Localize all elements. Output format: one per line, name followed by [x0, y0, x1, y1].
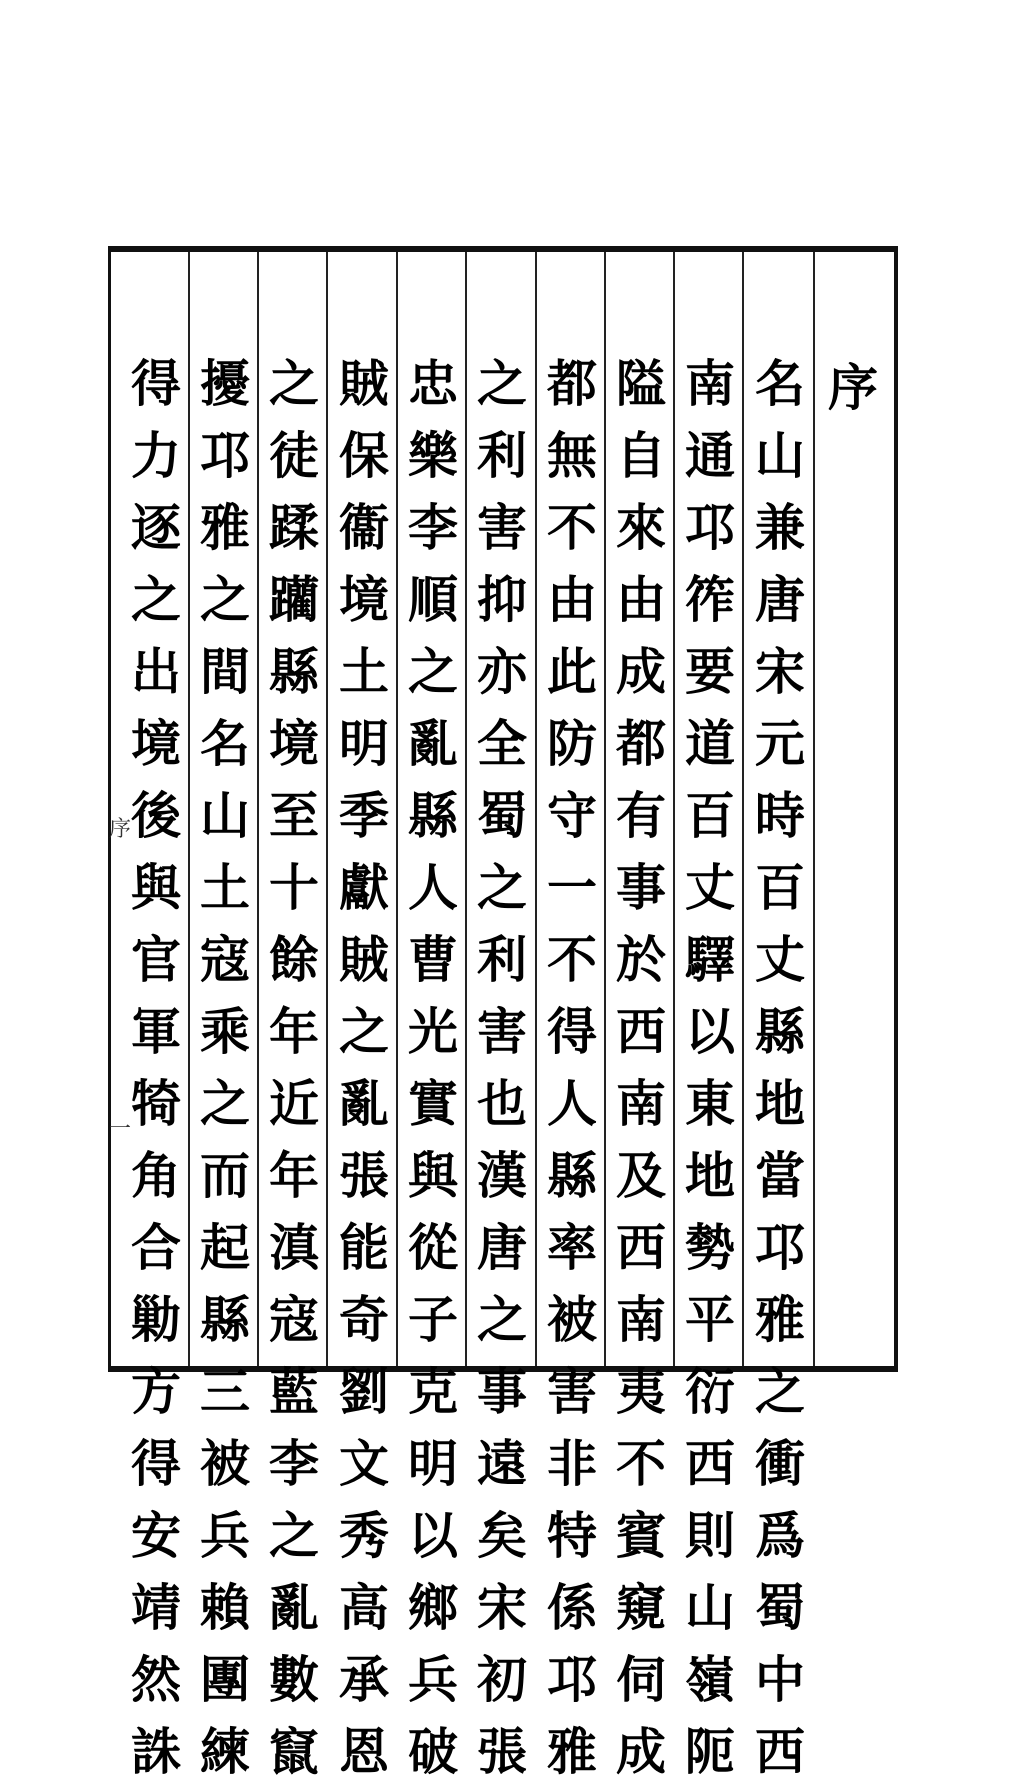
text-char: 力: [131, 426, 181, 485]
text-char: 得: [131, 354, 181, 413]
text-char: 雅: [200, 498, 250, 557]
text-char: 保: [339, 426, 389, 485]
text-char: 特: [547, 1506, 597, 1565]
text-char: 邛: [755, 1218, 805, 1277]
text-char: 順: [408, 570, 458, 629]
text-char: 近: [269, 1074, 319, 1133]
text-char: 賴: [200, 1578, 250, 1637]
text-char: 之: [269, 354, 319, 413]
text-char: 蜀: [755, 1578, 805, 1637]
text-char: 忠: [408, 354, 458, 413]
text-char: 害: [547, 1362, 597, 1421]
text-char: 蹂: [269, 498, 319, 557]
text-char: 通: [685, 426, 735, 485]
text-char: 之: [408, 642, 458, 701]
text-char: 出: [131, 642, 181, 701]
text-char: 雅: [547, 1722, 597, 1781]
text-char: 及: [616, 1146, 666, 1205]
text-char: 利: [477, 426, 527, 485]
text-char: 鄉: [408, 1578, 458, 1637]
text-char: 南: [685, 354, 735, 413]
text-char: 則: [685, 1506, 735, 1565]
text-char: 樂: [408, 426, 458, 485]
text-char: 實: [408, 1074, 458, 1133]
text-char: 十: [269, 858, 319, 917]
text-char: 亂: [269, 1578, 319, 1637]
text-char: 山: [685, 1578, 735, 1637]
text-char: 衍: [685, 1362, 735, 1421]
column-rule: [813, 252, 815, 1366]
text-char: 縣: [269, 642, 319, 701]
text-char: 山: [755, 426, 805, 485]
text-char: 宋: [755, 642, 805, 701]
text-char: 被: [547, 1290, 597, 1349]
text-char: 之: [131, 570, 181, 629]
text-char: 境: [269, 714, 319, 773]
text-char: 無: [547, 426, 597, 485]
text-char: 練: [200, 1722, 250, 1781]
text-char: 張: [339, 1146, 389, 1205]
text-char: 亂: [408, 714, 458, 773]
text-char: 害: [477, 1002, 527, 1061]
text-char: 南: [616, 1290, 666, 1349]
text-char: 遠: [477, 1434, 527, 1493]
column-rule: [188, 252, 190, 1366]
text-char: 兵: [408, 1650, 458, 1709]
text-char: 而: [200, 1146, 250, 1205]
text-column: [335, 348, 393, 1788]
text-char: 軍: [131, 1002, 181, 1061]
text-char: 中: [755, 1650, 805, 1709]
text-char: 獻: [339, 858, 389, 917]
text-char: 團: [200, 1650, 250, 1709]
text-char: 有: [616, 786, 666, 845]
text-char: 徒: [269, 426, 319, 485]
column-rule: [396, 252, 398, 1366]
text-char: 宋: [477, 1578, 527, 1637]
text-char: 張: [477, 1722, 527, 1781]
text-char: 驛: [685, 930, 735, 989]
text-char: 子: [408, 1290, 458, 1349]
text-char: 之: [200, 1074, 250, 1133]
text-char: 南: [616, 1074, 666, 1133]
text-char: 不: [547, 930, 597, 989]
text-char: 亦: [477, 642, 527, 701]
text-char: 賊: [339, 354, 389, 413]
text-char: 西: [685, 1434, 735, 1493]
text-char: 曹: [408, 930, 458, 989]
text-char: 率: [547, 1218, 597, 1277]
text-char: 李: [408, 498, 458, 557]
text-char: 要: [685, 642, 735, 701]
page-frame: [108, 246, 898, 1781]
column-rule: [465, 252, 467, 1366]
text-char: 方: [131, 1362, 181, 1421]
text-char: 時: [755, 786, 805, 845]
gutter-mark-page: 一: [109, 1117, 132, 1142]
text-char: 名: [755, 354, 805, 413]
text-char: 人: [547, 1074, 597, 1133]
text-char: 乘: [200, 1002, 250, 1061]
text-char: 西: [616, 1218, 666, 1277]
text-char: 人: [408, 858, 458, 917]
column-rule: [257, 252, 259, 1366]
text-char: 三: [200, 1362, 250, 1421]
text-column: [196, 348, 254, 1788]
text-char: 西: [616, 1002, 666, 1061]
text-column: [127, 348, 185, 1788]
text-char: 藍: [269, 1362, 319, 1421]
column-rule: [535, 252, 537, 1366]
text-char: 之: [477, 354, 527, 413]
text-char: 賓: [616, 1506, 666, 1565]
text-column: [543, 348, 601, 1788]
text-char: 嶺: [685, 1650, 735, 1709]
text-char: 犄: [131, 1074, 181, 1133]
text-char: 道: [685, 714, 735, 773]
text-char: 元: [755, 714, 805, 773]
text-char: 兵: [200, 1506, 250, 1565]
text-char: 矣: [477, 1506, 527, 1565]
text-char: 抑: [477, 570, 527, 629]
text-char: 得: [547, 1002, 597, 1061]
text-char: 初: [477, 1650, 527, 1709]
text-char: 當: [755, 1146, 805, 1205]
text-char: 邛: [200, 426, 250, 485]
text-char: 不: [547, 498, 597, 557]
text-char: 不: [616, 1434, 666, 1493]
text-char: 明: [339, 714, 389, 773]
text-char: 阨: [685, 1722, 735, 1781]
text-char: 能: [339, 1218, 389, 1277]
text-char: 縣: [755, 1002, 805, 1061]
column-rule: [673, 252, 675, 1366]
text-char: 西: [755, 1722, 805, 1781]
text-char: 奇: [339, 1290, 389, 1349]
text-char: 由: [616, 570, 666, 629]
text-char: 起: [200, 1218, 250, 1277]
text-char: 躪: [269, 570, 319, 629]
text-char: 之: [477, 858, 527, 917]
text-char: 明: [408, 1434, 458, 1493]
text-char: 合: [131, 1218, 181, 1277]
text-char: 非: [547, 1434, 597, 1493]
text-char: 從: [408, 1218, 458, 1277]
text-char: 由: [547, 570, 597, 629]
text-char: 與: [131, 858, 181, 917]
text-char: 克: [408, 1362, 458, 1421]
text-char: 漢: [477, 1146, 527, 1205]
text-char: 防: [547, 714, 597, 773]
text-char: 隘: [616, 354, 666, 413]
text-char: 文: [339, 1434, 389, 1493]
text-char: 衞: [339, 498, 389, 557]
text-char: 竄: [269, 1722, 319, 1781]
text-char: 秀: [339, 1506, 389, 1565]
text-char: 季: [339, 786, 389, 845]
text-char: 筰: [685, 570, 735, 629]
text-char: 成: [616, 642, 666, 701]
text-char: 自: [616, 426, 666, 485]
text-column: [473, 348, 531, 1788]
text-column: [265, 348, 323, 1788]
text-char: 得: [131, 1434, 181, 1493]
text-char: 縣: [547, 1146, 597, 1205]
text-char: 事: [616, 858, 666, 917]
text-char: 李: [269, 1434, 319, 1493]
text-char: 邛: [685, 498, 735, 557]
text-char: 蜀: [477, 786, 527, 845]
page-title: [823, 352, 883, 424]
text-char: 後: [131, 786, 181, 845]
gutter-mark-preface: 序: [109, 817, 132, 842]
text-char: 雅: [755, 1290, 805, 1349]
text-char: 寇: [269, 1290, 319, 1349]
text-char: 邛: [547, 1650, 597, 1709]
text-char: 唐: [755, 570, 805, 629]
text-char: 年: [269, 1002, 319, 1061]
text-char: 縣: [408, 786, 458, 845]
text-char: 之: [339, 1002, 389, 1061]
column-rule: [326, 252, 328, 1366]
text-column: [751, 348, 809, 1788]
text-char: 被: [200, 1434, 250, 1493]
text-char: 勦: [131, 1290, 181, 1349]
text-char: 與: [408, 1146, 458, 1205]
text-char: 誅: [131, 1722, 181, 1781]
text-char: 土: [200, 858, 250, 917]
text-char: 丈: [755, 930, 805, 989]
text-column: [612, 348, 670, 1788]
text-char: 守: [547, 786, 597, 845]
text-char: 逐: [131, 498, 181, 557]
text-char: 名: [200, 714, 250, 773]
text-column: [404, 348, 462, 1788]
text-char: 之: [477, 1290, 527, 1349]
column-rule: [742, 252, 744, 1366]
text-char: 境: [131, 714, 181, 773]
text-char: 窺: [616, 1578, 666, 1637]
text-char: 之: [755, 1362, 805, 1421]
text-column: [681, 348, 739, 1788]
text-char: 爲: [755, 1506, 805, 1565]
text-char: 承: [339, 1650, 389, 1709]
text-char: 丈: [685, 858, 735, 917]
text-char: 害: [477, 498, 527, 557]
text-char: 光: [408, 1002, 458, 1061]
text-char: 地: [755, 1074, 805, 1133]
text-char: 此: [547, 642, 597, 701]
text-char: 衝: [755, 1434, 805, 1493]
text-char: 安: [131, 1506, 181, 1565]
text-char: 賊: [339, 930, 389, 989]
text-char: 滇: [269, 1218, 319, 1277]
text-char: 之: [269, 1506, 319, 1565]
text-char: 亂: [339, 1074, 389, 1133]
text-char: 餘: [269, 930, 319, 989]
text-char: 之: [200, 570, 250, 629]
text-char: 東: [685, 1074, 735, 1133]
text-char: 全: [477, 714, 527, 773]
text-char: 都: [616, 714, 666, 773]
text-char: 兼: [755, 498, 805, 557]
text-char: 成: [616, 1722, 666, 1781]
text-char: 境: [339, 570, 389, 629]
text-char: 角: [131, 1146, 181, 1205]
text-char: 恩: [339, 1722, 389, 1781]
text-char: 數: [269, 1650, 319, 1709]
text-char: 唐: [477, 1218, 527, 1277]
text-char: 山: [200, 786, 250, 845]
text-char: 百: [685, 786, 735, 845]
text-char: 至: [269, 786, 319, 845]
text-char: 縣: [200, 1290, 250, 1349]
text-char: 高: [339, 1578, 389, 1637]
text-char: 平: [685, 1290, 735, 1349]
column-rule: [604, 252, 606, 1366]
text-char: 以: [685, 1002, 735, 1061]
text-char: 勢: [685, 1218, 735, 1277]
text-char: 年: [269, 1146, 319, 1205]
text-char: 擾: [200, 354, 250, 413]
text-char: 破: [408, 1722, 458, 1781]
text-char: 利: [477, 930, 527, 989]
text-char: 都: [547, 354, 597, 413]
text-char: 然: [131, 1650, 181, 1709]
text-char: 來: [616, 498, 666, 557]
text-char: 伺: [616, 1650, 666, 1709]
text-char: 於: [616, 930, 666, 989]
title-text: 序: [828, 358, 878, 417]
text-char: 也: [477, 1074, 527, 1133]
text-char: 百: [755, 858, 805, 917]
text-char: 靖: [131, 1578, 181, 1637]
text-char: 寇: [200, 930, 250, 989]
text-char: 地: [685, 1146, 735, 1205]
text-char: 事: [477, 1362, 527, 1421]
text-char: 間: [200, 642, 250, 701]
text-char: 一: [547, 858, 597, 917]
text-char: 以: [408, 1506, 458, 1565]
text-char: 官: [131, 930, 181, 989]
text-char: 土: [339, 642, 389, 701]
text-char: 夷: [616, 1362, 666, 1421]
text-char: 劉: [339, 1362, 389, 1421]
text-char: 係: [547, 1578, 597, 1637]
